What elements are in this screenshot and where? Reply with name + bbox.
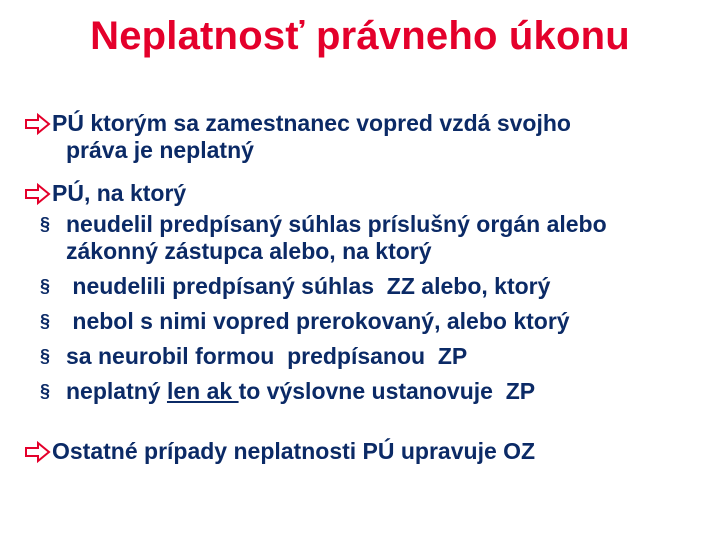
- list-item-line: neudelil predpísaný súhlas príslušný orgán alebo: [66, 211, 607, 237]
- point-2-list: [24, 211, 704, 405]
- list-item-text: [66, 378, 535, 405]
- section-sign-icon: §: [40, 381, 51, 401]
- list-item: [24, 273, 704, 300]
- hollow-right-arrow-icon: [24, 182, 52, 206]
- hollow-right-arrow-icon: [24, 112, 52, 136]
- point-1-continuation: práva je neplatný: [66, 137, 254, 163]
- section-sign-icon: §: [40, 346, 51, 366]
- point-2-heading: PÚ, na ktorý: [52, 180, 187, 206]
- point-1-text: PÚ ktorým sa zamestnanec vopred vzdá svojho: [52, 110, 571, 136]
- list-item-text-part: to výslovne ustanovuje ZP: [238, 378, 536, 404]
- point-3-line: [24, 438, 704, 465]
- list-item: [24, 378, 704, 405]
- point-1: [24, 110, 704, 164]
- list-item-text-part: neplatný: [66, 378, 167, 404]
- list-item: [24, 308, 704, 335]
- section-sign-icon: §: [40, 214, 51, 234]
- hollow-right-arrow-icon: [24, 440, 52, 464]
- point-1-line: [24, 110, 704, 137]
- list-item-line: zákonný zástupca alebo, na ktorý: [66, 238, 432, 264]
- list-item-text: sa neurobil formou predpísanou ZP: [66, 343, 468, 369]
- list-item: [24, 343, 704, 370]
- underlined-text: len ak: [166, 378, 239, 404]
- list-item-text: nebol s nimi vopred prerokovaný, alebo ktorý: [66, 308, 570, 334]
- section-sign-icon: §: [40, 311, 51, 331]
- point-2: [24, 180, 704, 413]
- point-3: [24, 438, 704, 465]
- slide-title: Neplatnosť právneho úkonu: [90, 14, 630, 58]
- list-item-text: [66, 211, 607, 265]
- point-2-heading-line: [24, 180, 704, 207]
- list-item-text: neudelili predpísaný súhlas ZZ alebo, ktorý: [66, 273, 551, 299]
- section-sign-icon: §: [40, 276, 51, 296]
- point-3-text: Ostatné prípady neplatnosti PÚ upravuje OZ: [52, 438, 536, 464]
- list-item: [24, 211, 704, 265]
